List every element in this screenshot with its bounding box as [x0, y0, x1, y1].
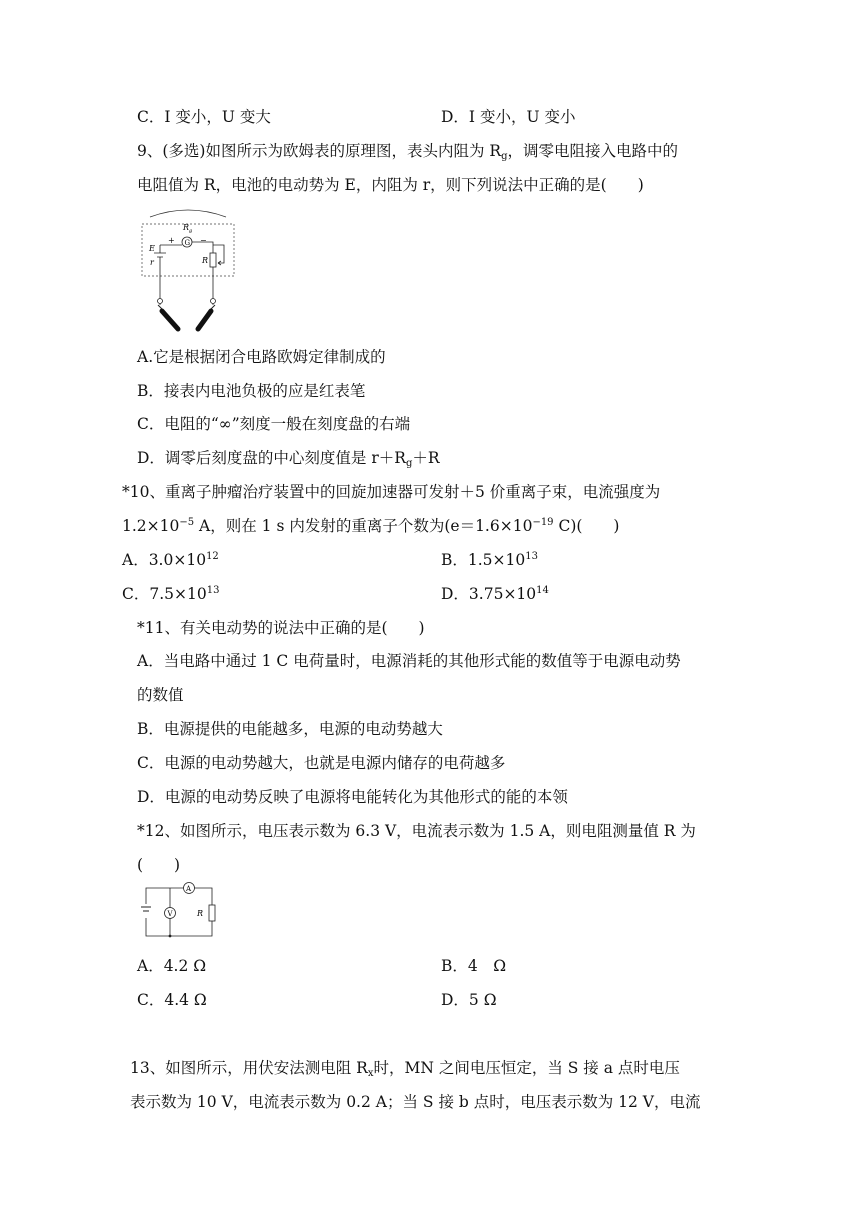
voltammeter-circuit-figure — [140, 880, 220, 942]
q10-stem-line-2: $1.2\times 10^{-5}$ A，则在 1 s 内发射的重离子个数为($e=1.6\times 10^{-19}$ C)( ) — [122, 517, 620, 535]
q8-option-c: C．I 变小，U 变大 — [137, 108, 271, 126]
q13-stem-line-2: 表示数为 10 V，电流表示数为 0.2 A；当 S 接 b 点时，电压表示数为 12 V，电流 — [130, 1093, 701, 1111]
q11-stem: *11、有关电动势的说法中正确的是( ) — [137, 619, 425, 637]
q10-option-a: A．$3.0\times 10^{12}$ — [122, 551, 219, 569]
q9-option-d: D．调零后刻度盘的中心刻度值是 $r+R_g+R$ — [137, 449, 440, 469]
emf-label: E — [149, 244, 155, 253]
q12-option-b: B．4 Ω — [441, 957, 507, 975]
q11-option-c: C．电源的电动势越大，也就是电源内储存的电荷越多 — [137, 754, 506, 772]
probe-right-icon — [198, 311, 211, 329]
internal-resistance-label: r — [150, 258, 154, 267]
resistor-icon — [210, 253, 216, 267]
q9-option-a: A.它是根据闭合电路欧姆定律制成的 — [137, 348, 386, 366]
q9-option-b: B．接表内电池负极的应是红表笔 — [137, 382, 366, 400]
q9-stem-line-1: 9、(多选)如图所示为欧姆表的原理图，表头内阻为 $R_g$，调零电阻接入电路中的 — [137, 142, 678, 162]
minus-sign: − — [200, 236, 207, 245]
q12-stem-line-1: *12、如图所示，电压表示数为 6.3 V，电流表示数为 1.5 A，则电阻测量值 R 为 — [137, 822, 696, 840]
q11-option-d: D．电源的电动势反映了电源将电能转化为其他形式的能的本领 — [137, 788, 568, 806]
q10-option-b: B．$1.5\times 10^{13}$ — [441, 551, 538, 569]
q10-option-c: C．$7.5\times 10^{13}$ — [122, 585, 220, 603]
svg-text:R: R — [197, 909, 204, 918]
svg-text:A: A — [186, 885, 192, 893]
q10-stem-line-1: *10、重离子肿瘤治疗装置中的回旋加速器可发射＋5 价重离子束，电流强度为 — [122, 483, 661, 501]
q11-option-a-line-1: A．当电路中通过 1 C 电荷量时，电源消耗的其他形式能的数值等于电源电动势 — [137, 652, 681, 670]
plus-sign: + — [168, 236, 175, 245]
q12-option-a: A．4.2 Ω — [137, 957, 207, 975]
q8-option-d: D．I 变小，U 变小 — [441, 108, 576, 126]
probe-left-icon — [162, 311, 178, 329]
ohmmeter-circuit-figure — [138, 205, 238, 340]
svg-text:G: G — [184, 239, 191, 247]
q10-option-d: D．$3.75\times 10^{14}$ — [441, 585, 549, 603]
q9-stem-line-2: 电阻值为 R，电池的电动势为 E，内阻为 r，则下列说法中正确的是( ) — [137, 176, 644, 194]
q12-option-d: D．5 Ω — [441, 991, 497, 1009]
q12-stem-line-2: ( ) — [137, 856, 181, 874]
resistor-label: R — [202, 256, 209, 265]
q11-option-b: B．电源提供的电能越多，电源的电动势越大 — [137, 720, 443, 738]
resistor-icon — [209, 905, 215, 921]
svg-text:V: V — [167, 910, 173, 918]
q9-option-c: C．电阻的“∞”刻度一般在刻度盘的右端 — [137, 415, 411, 433]
q13-stem-line-1: 13、如图所示，用伏安法测电阻 $R_x$时，MN 之间电压恒定，当 S 接 a 点时电压 — [130, 1059, 680, 1079]
q12-option-c: C．4.4 Ω — [137, 991, 207, 1009]
rg-label: $R_g$ — [183, 223, 193, 234]
q11-option-a-line-2: 的数值 — [137, 686, 184, 704]
